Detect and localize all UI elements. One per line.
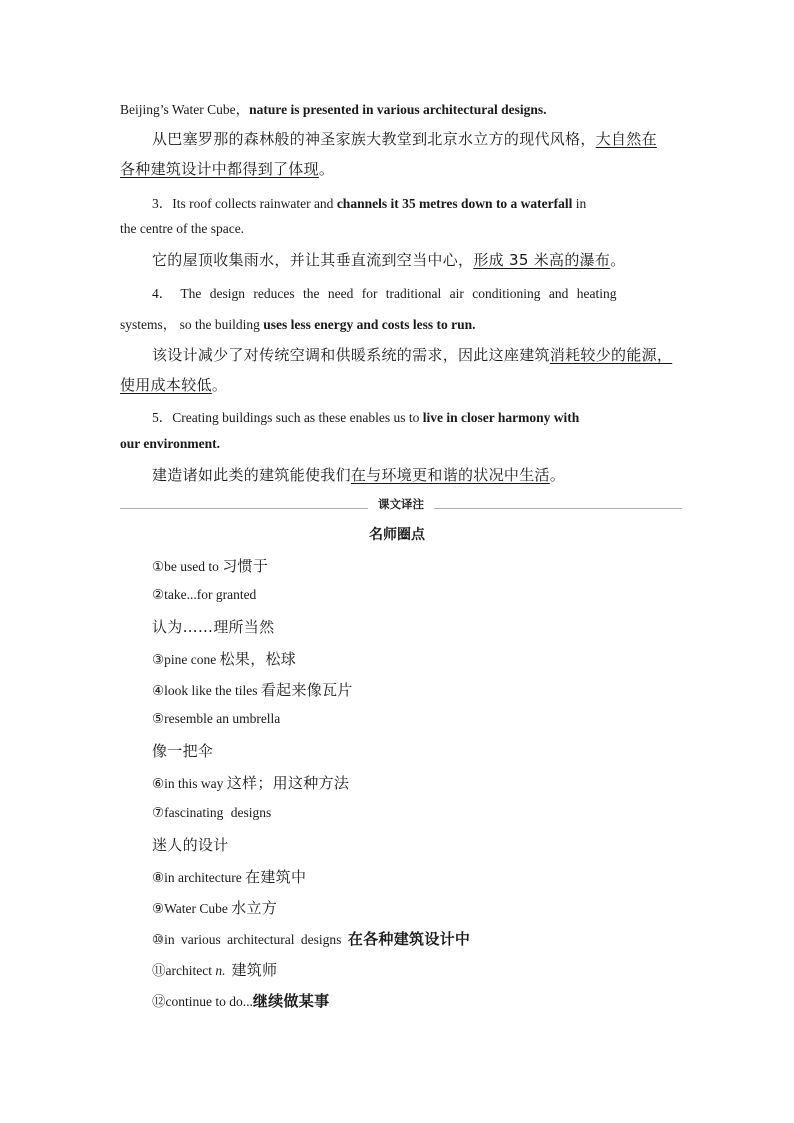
text: 它的屋顶收集雨水，并让其垂直流到空当中心， (152, 251, 474, 269)
note-zh: 这样；用这种方法 (226, 774, 350, 792)
text: 该设计减少了对传统空调和供暖系统的需求，因此这座建筑 (152, 346, 550, 364)
note-2 (152, 586, 256, 604)
section-heading: 名师圈点 (369, 527, 425, 543)
sentence-4-en (152, 282, 617, 302)
note-5-meaning (152, 740, 213, 761)
note-zh: 松果，松球 (219, 650, 297, 668)
sentence-3-zh (152, 249, 626, 270)
note-3 (152, 648, 296, 669)
text: 。 (610, 251, 626, 269)
text: 。 (211, 376, 228, 394)
note-en: ⑥in this way (152, 776, 227, 791)
sentence-5-en (152, 406, 579, 426)
sentence-4-zh (152, 344, 672, 365)
text: 建造诸如此类的建筑能使我们 (152, 466, 351, 484)
text: systems， so the building (120, 317, 264, 332)
underlined-phrase: 形成 35 米高的瀑布 (473, 251, 611, 269)
sentence-3-en-cont (120, 221, 244, 237)
note-en: ⑨Water Cube (152, 901, 232, 916)
note-zh: 迷人的设计 (152, 836, 229, 854)
note-9 (152, 897, 277, 918)
note-en: ④look like the tiles (152, 683, 261, 698)
note-en: ⑧in architecture (152, 870, 246, 885)
text: 4． The design reduces the need for traditional air conditioning and heating (152, 286, 617, 301)
note-en: ⑪architect (152, 963, 216, 978)
underlined-phrase: 使用成本较低 (120, 376, 212, 394)
note-zh: 认为……理所当然 (152, 618, 275, 636)
text: in (572, 196, 587, 211)
text: 。 (318, 160, 335, 178)
note-zh: 建筑师 (231, 961, 278, 979)
note-zh: 水立方 (231, 899, 278, 917)
text: 从巴塞罗那的森林般的神圣家族大教堂到北京水立方的现代风格， (152, 130, 596, 148)
note-zh: 在各种建筑设计中 (347, 930, 471, 948)
sentence-2-en-end (120, 98, 547, 118)
note-10 (152, 928, 470, 949)
sentence-5-en-cont (120, 436, 220, 452)
note-2-meaning (152, 616, 274, 637)
note-en: ③pine cone (152, 652, 220, 667)
text: Beijing’s Water Cube， (120, 102, 250, 117)
note-7 (152, 804, 271, 822)
note-en: ②take...for granted (152, 587, 257, 602)
note-en: ⑤resemble an umbrella (152, 711, 281, 726)
part-of-speech: n. (215, 963, 226, 978)
text: 。 (549, 466, 566, 484)
sentence-2-zh-cont (120, 158, 334, 179)
note-7-meaning (152, 834, 229, 855)
note-6 (152, 772, 349, 793)
note-en: ⑩in various architectural designs (152, 932, 348, 947)
bold-phrase: live in closer harmony with (422, 410, 580, 425)
section-badge: 课文译注 (368, 496, 434, 512)
note-11 (152, 959, 277, 980)
underlined-phrase: 各种建筑设计中都得到了体现 (120, 160, 319, 178)
sentence-4-en-cont (120, 313, 476, 333)
note-12 (152, 990, 329, 1011)
note-zh: 像一把伞 (152, 742, 214, 760)
note-en: ⑫continue to do... (152, 994, 253, 1009)
note-8 (152, 866, 306, 887)
note-zh: 看起来像瓦片 (260, 681, 353, 699)
bold-phrase: our environment. (120, 436, 221, 451)
bold-phrase: nature is presented in various architectural designs. (249, 102, 547, 117)
note-5 (152, 710, 280, 728)
note-en: ⑦fascinating designs (152, 805, 272, 820)
bold-phrase: uses less energy and costs less to run. (263, 317, 476, 332)
sentence-2-zh (152, 128, 657, 149)
text: 3．Its roof collects rainwater and (152, 196, 337, 211)
note-zh: 在建筑中 (245, 868, 307, 886)
underlined-phrase: 大自然在 (595, 130, 657, 148)
sentence-5-zh (152, 464, 565, 485)
underlined-phrase: 在与环境更和谐的状况中生活 (350, 466, 550, 484)
note-4 (152, 679, 353, 700)
bold-phrase: channels it 35 metres down to a waterfall (336, 196, 573, 211)
note-zh: 继续做某事 (252, 992, 330, 1010)
note-en: ①be used to (152, 559, 223, 574)
text: 5．Creating buildings such as these enables us to (152, 410, 423, 425)
text: the centre of the space. (120, 221, 245, 236)
sentence-3-en (152, 192, 586, 212)
note-zh: 习惯于 (222, 557, 269, 575)
underlined-phrase: 消耗较少的能源， (549, 346, 673, 364)
sentence-4-zh-cont (120, 374, 227, 395)
note-1 (152, 555, 268, 576)
